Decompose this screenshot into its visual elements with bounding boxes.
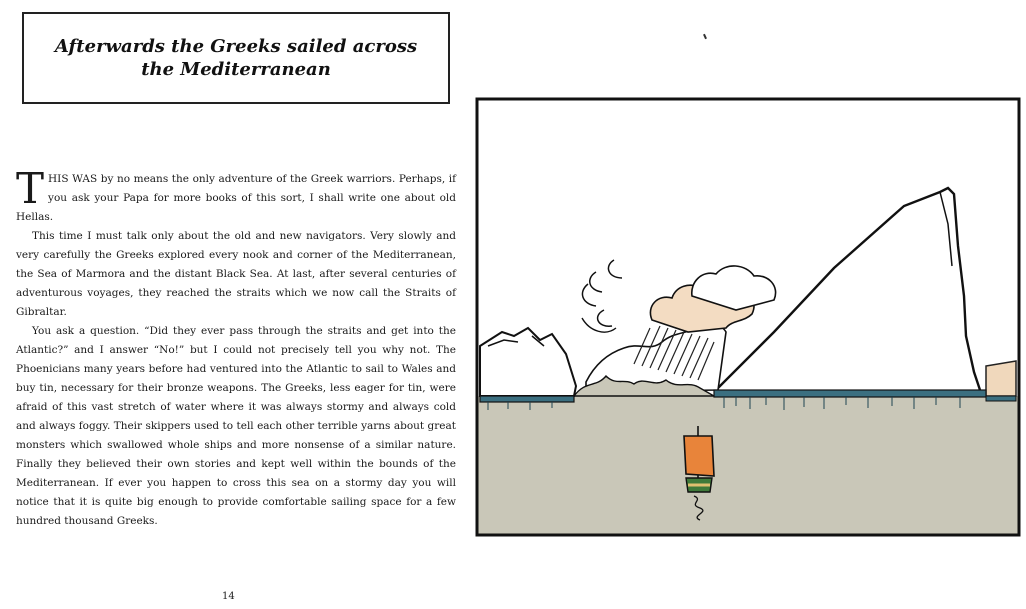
shoreline-left <box>480 396 574 402</box>
distant-cliff <box>986 361 1016 396</box>
page-number: 14 <box>222 591 235 602</box>
paragraph-1 <box>16 164 456 227</box>
illustration <box>474 96 1022 538</box>
body-text <box>16 164 456 531</box>
chapter-title: Afterwards the Greeks sailed across the Mediterranean <box>54 36 418 80</box>
ink-speck <box>703 34 707 39</box>
paragraph-1-text: HIS WAS by no means the only adventure of the Greek warriors. Perhaps, if you ask your Papa for more books of this sort, I shall write one about old Hellas. <box>16 173 456 223</box>
ship-sail <box>684 436 714 476</box>
paragraph-2: This time I must talk only about the old and new navigators. Very slowly and very carefully the Greeks explored every nook and corner of the Mediterranean, the Sea of Marmora and the distant Black Sea. At last, after several centuries of adventurous voyages, they reached the straits which we now call the Straits of Gibraltar. <box>16 230 456 318</box>
chapter-title-box <box>22 12 450 104</box>
drop-cap: T <box>16 164 45 213</box>
sea <box>477 396 1019 534</box>
paragraph-3: You ask a question. “Did they ever pass through the straits and get into the Atlantic?” and I answer “No!” but I could not precisely tell you why not. The Phoenicians many years before had ventured into the Atlantic to sail to Wales and buy tin, necessary for their bronze weapons. The Greeks, less eager for tin, were afraid of this vast stretch of water where it was always stormy and always cold and always foggy. Their skippers used to tell each other terrible yarns about great monsters which swallowed whole ships and more nonsense of a similar nature. Finally they believed their own stories and kept well within the bounds of the Mediterranean. If ever you happen to cross this sea on a stormy day you will notice that it is quite big enough to provide comfortable sailing space for a few hundred thousand Greeks. <box>16 325 456 527</box>
left-page <box>0 0 470 609</box>
